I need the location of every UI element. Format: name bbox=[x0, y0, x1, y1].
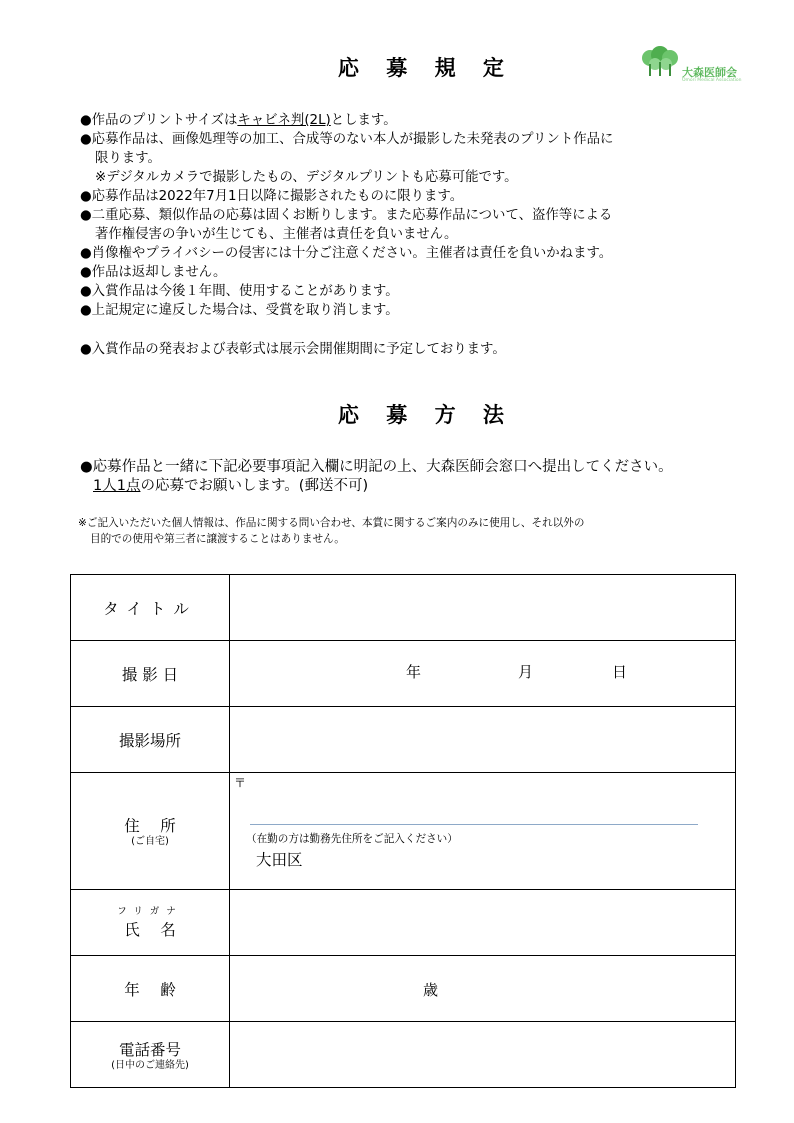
rule-4-cont: 著作権侵害の争いが生じても、主催者は責任を負いません。 bbox=[95, 227, 458, 242]
date-field[interactable] bbox=[230, 641, 736, 707]
place-label: 撮影場所 bbox=[71, 707, 230, 773]
age-label: 年 齢 bbox=[71, 956, 230, 1022]
title-label: タイトル bbox=[71, 575, 230, 641]
name-field[interactable] bbox=[230, 890, 736, 956]
phone-field[interactable] bbox=[230, 1022, 736, 1088]
rule-1-text-b: キャビネ判(2L) bbox=[237, 113, 331, 128]
rule-9: ●入賞作品の発表および表彰式は展示会開催期間に予定しております。 bbox=[80, 342, 506, 357]
address-value[interactable]: 大田区 bbox=[256, 851, 303, 869]
rule-2-note: ※デジタルカメラで撮影したもの、デジタルプリントも応募可能です。 bbox=[95, 170, 518, 185]
method-title: 応 募 方 法 bbox=[338, 403, 514, 427]
method-line-2-a: 1人1点 bbox=[93, 478, 141, 494]
logo-sub: Omori Medical Association bbox=[682, 78, 742, 83]
name-label: フリガナ 氏 名 bbox=[71, 890, 230, 956]
age-field[interactable] bbox=[230, 956, 736, 1022]
form-row-age bbox=[71, 956, 736, 1022]
rule-3: ●応募作品は2022年7月1日以降に撮影されたものに限ります。 bbox=[80, 189, 464, 204]
rule-2: ●応募作品は、画像処理等の加工、合成等のない本人が撮影した未発表のプリント作品に bbox=[80, 132, 614, 147]
logo bbox=[640, 46, 750, 86]
form-row-title bbox=[71, 575, 736, 641]
form-row-place bbox=[71, 707, 736, 773]
rule-5: ●肖像権やプライバシーの侵害には十分ご注意ください。主催者は責任を負いかねます。 bbox=[80, 246, 613, 261]
logo-name: 大森医師会 bbox=[682, 66, 737, 79]
phone-label: 電話番号 (日中のご連絡先) bbox=[71, 1022, 230, 1088]
method-line-2-b: の応募でお願いします。(郵送不可) bbox=[140, 478, 369, 494]
rule-8: ●上記規定に違反した場合は、受賞を取り消します。 bbox=[80, 303, 399, 318]
rule-1-text-a: ●作品のプリントサイズは bbox=[80, 113, 238, 128]
form-row-date bbox=[71, 641, 736, 707]
form-row-address bbox=[71, 773, 736, 890]
address-field[interactable] bbox=[230, 773, 736, 890]
title-field[interactable] bbox=[230, 575, 736, 641]
postal-underline bbox=[250, 824, 698, 825]
privacy-line-2: 目的での使用や第三者に譲渡することはありません。 bbox=[90, 533, 345, 545]
address-note: （在勤の方は勤務先住所をご記入ください） bbox=[246, 833, 458, 845]
rule-4: ●二重応募、類似作品の応募は固くお断りします。また応募作品について、盗作等による bbox=[80, 208, 613, 223]
rule-2-cont: 限ります。 bbox=[95, 151, 161, 166]
date-label: 撮 影 日 bbox=[71, 641, 230, 707]
rule-7: ●入賞作品は今後１年間、使用することがあります。 bbox=[80, 284, 399, 299]
address-label: 住 所 (ご自宅) bbox=[71, 773, 230, 890]
form-row-phone bbox=[71, 1022, 736, 1088]
rule-1 bbox=[80, 111, 397, 130]
phone-sub-label: (日中のご連絡先) bbox=[111, 1059, 189, 1071]
date-year-unit: 年 bbox=[406, 663, 422, 681]
rule-1-text-c: とします。 bbox=[330, 113, 397, 128]
rules-title: 応 募 規 定 bbox=[338, 56, 514, 80]
address-sub-label: (ご自宅) bbox=[131, 836, 169, 847]
form-row-name bbox=[71, 890, 736, 956]
rule-6: ●作品は返却しません。 bbox=[80, 265, 227, 280]
name-ruby: フリガナ bbox=[117, 905, 183, 917]
tree-logo-icon bbox=[640, 46, 680, 82]
privacy-line-1: ※ご記入いただいた個人情報は、作品に関する問い合わせ、本賞に関するご案内のみに使用し、それ以外の bbox=[78, 517, 585, 529]
method-line-2 bbox=[93, 477, 368, 496]
method-line-1: ●応募作品と一緒に下記必要事項記入欄に明記の上、大森医師会窓口へ提出してください。 bbox=[80, 459, 673, 475]
date-day-unit: 日 bbox=[612, 663, 628, 681]
place-field[interactable] bbox=[230, 707, 736, 773]
postal-mark: 〒 bbox=[234, 776, 247, 790]
age-unit: 歳 bbox=[423, 981, 439, 999]
date-month-unit: 月 bbox=[518, 663, 534, 681]
entry-form-table bbox=[70, 574, 736, 1088]
